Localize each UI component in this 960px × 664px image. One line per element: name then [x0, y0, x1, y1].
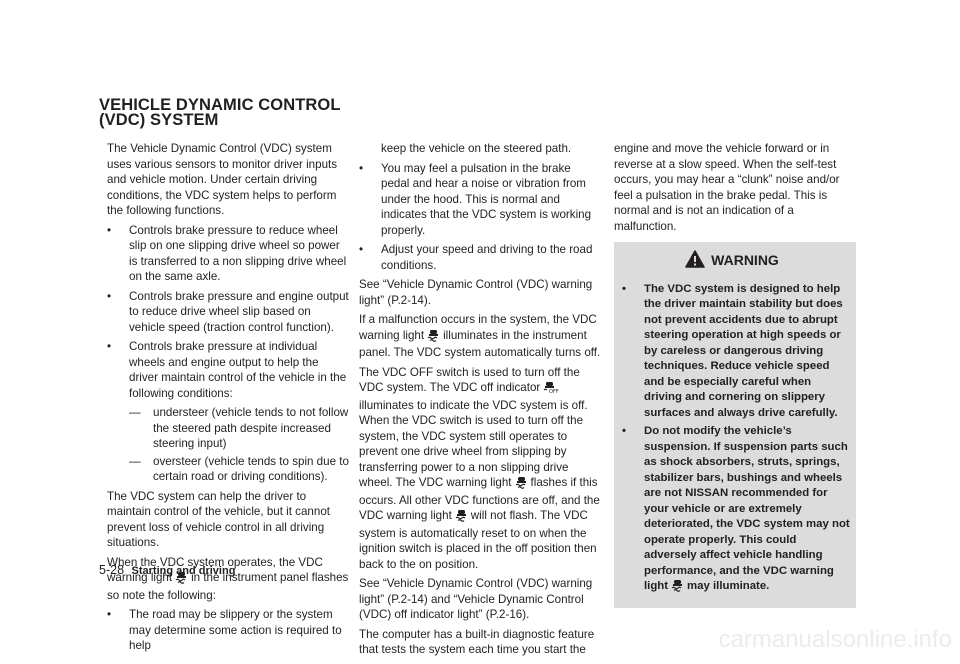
- cross-reference: See “Vehicle Dynamic Control (VDC) warning light” (P.2-14) and “Vehicle Dynamic Control (VDC) off indicator light” (P.2-16).: [359, 577, 593, 621]
- vdc-warning-light-icon: [671, 579, 684, 597]
- warning-item: • Do not modify the vehicle’s suspension. If suspension parts such as shock absorbers, struts, springs, stabilizer bars, bushings and wheels are not NISSAN recommended for your vehicle or are extremely deteriorated, the VDC system may not operate properly. This could adversely affect vehicle handling performance, and the VDC warning light may illuminate.: [614, 424, 850, 597]
- paragraph: If a malfunction occurs in the system, the VDC warning light illuminates in the instrument panel. The VDC system automatically turns off.: [359, 313, 601, 359]
- list-item: • Controls brake pressure to reduce wheel slip on one slipping drive wheel so power is transferred to a non slipping drive wheel on the same axle.: [107, 223, 347, 283]
- list-item: • Controls brake pressure and engine output to reduce drive wheel slip based on vehicle speed (traction control function).: [107, 289, 349, 334]
- vdc-warning-light-icon: [515, 476, 528, 493]
- page-number: 5-28: [99, 563, 125, 577]
- vdc-warning-light-icon: [455, 509, 468, 526]
- page-footer: [99, 563, 235, 577]
- paragraph: The VDC system can help the driver to maintain control of the vehicle, but it cannot prevent loss of vehicle control in all driving situations.: [107, 489, 330, 549]
- list-item: • The road may be slippery or the system may determine some action is required to help: [107, 608, 342, 652]
- paragraph: The computer has a built-in diagnostic feature that tests the system each time you start the: [359, 627, 595, 656]
- warning-header: [614, 250, 850, 272]
- sub-list-item: — oversteer (vehicle tends to spin due to certain road or driving conditions).: [129, 454, 349, 483]
- column-2: [359, 141, 601, 662]
- sub-list-item: — understeer (vehicle tends to not follow the steered path despite increased steering input): [129, 406, 349, 450]
- paragraph: When the VDC system operates, the VDC warning light in the instrument panel flashes so note the following:: [107, 555, 349, 602]
- list-item: • Adjust your speed and driving to the road conditions.: [359, 243, 593, 272]
- intro-paragraph: The Vehicle Dynamic Control (VDC) system uses various sensors to monitor driver inputs and vehicle motion. Under certain driving conditions, the VDC system helps to perform the following functions.: [107, 142, 338, 217]
- section-heading: VEHICLE DYNAMIC CONTROL (VDC) SYSTEM: [99, 96, 341, 129]
- column-1: [107, 141, 349, 658]
- warning-item: • The VDC system is designed to help the driver maintain stability but does not prevent accidents due to abrupt steering operation at high speeds or by careless or dangerous driving techniques. Reduce vehicle speed and be especially careful when driving and cornering on slippery surfaces and always drive carefully.: [622, 282, 843, 419]
- watermark: carmanualsonline.info: [718, 626, 952, 653]
- warning-title: WARNING: [711, 252, 779, 268]
- list-item: • You may feel a pulsation in the brake pedal and hear a noise or vibration from under the hood. This is normal and indicates that the VDC system is working properly.: [359, 161, 592, 237]
- section-name: Starting and driving: [131, 565, 236, 577]
- continued-text: keep the vehicle on the steered path.: [381, 142, 572, 155]
- paragraph: The VDC OFF switch is used to turn off the VDC system. The VDC off indicator OFF illuminates to indicate the VDC system is off. When the VDC switch is used to turn off the system, the VDC system still operates to prevent one drive wheel from slipping by transferring power to a non slipping drive wheel. The VDC warning light flashes if this occurs. All other VDC functions are off, and the VDC warning light will not flash. The VDC system is automatically reset to on when the ignition switch is placed in the off position then back to the on position.: [359, 365, 600, 571]
- warning-box: [614, 242, 856, 608]
- warning-triangle-icon: [685, 250, 705, 272]
- list-item: • Controls brake pressure at individual wheels and engine output to help the driver maintain control of the vehicle in the following conditions:: [107, 340, 347, 400]
- vdc-warning-light-icon: [427, 329, 440, 346]
- vdc-off-indicator-icon: [543, 381, 559, 398]
- continued-text: engine and move the vehicle forward or in reverse at a slow speed. When the self-test occurs, you may hear a “clunk” noise and/or feel a pulsation in the brake pedal. This is normal and is not an indication of a malfunction.: [614, 142, 840, 233]
- cross-reference: See “Vehicle Dynamic Control (VDC) warning light” (P.2-14).: [359, 278, 593, 307]
- column-3: [614, 141, 856, 608]
- svg-text:OFF: OFF: [549, 389, 559, 395]
